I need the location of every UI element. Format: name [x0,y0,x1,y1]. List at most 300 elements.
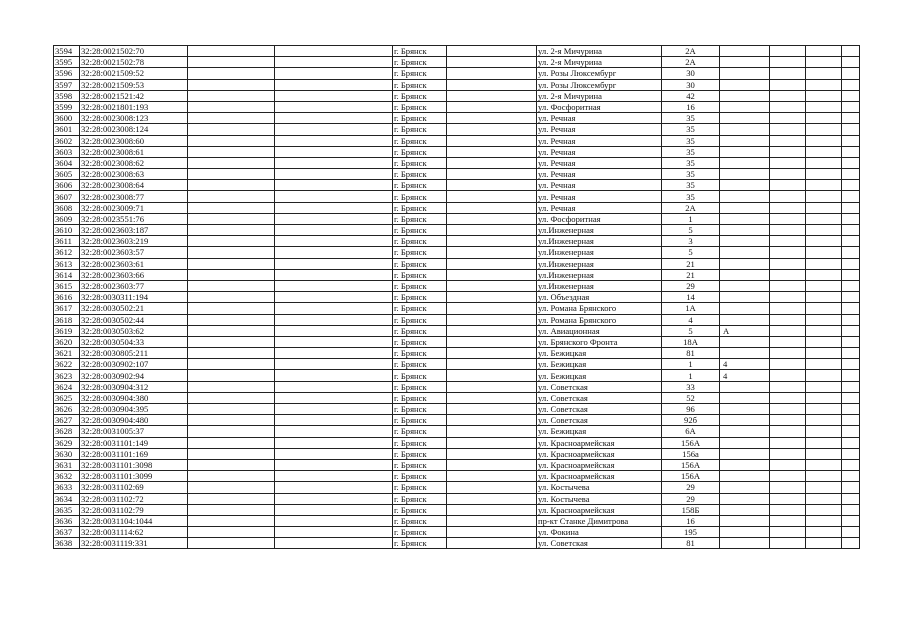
cell-building-letter [720,348,770,359]
cell-blank-col-12 [842,336,860,347]
cell-blank-col-4 [275,493,393,504]
cell-blank-col-10 [770,79,806,90]
cell-cadastral-number: 32:28:0030502:21 [80,303,188,314]
cell-street: ул.Инженерная [537,247,662,258]
cell-blank-col-3 [188,415,275,426]
cell-blank-col-10 [770,426,806,437]
cell-blank-col-6 [447,191,537,202]
cell-blank-col-4 [275,538,393,549]
cell-cadastral-number: 32:28:0030504:33 [80,336,188,347]
cell-blank-col-3 [188,493,275,504]
cell-blank-col-12 [842,225,860,236]
table-row [54,90,860,101]
cell-city: г. Брянск [393,169,447,180]
cell-row-number: 3596 [54,68,80,79]
cell-blank-col-10 [770,527,806,538]
cell-blank-col-3 [188,146,275,157]
table-row [54,247,860,258]
cell-blank-col-10 [770,415,806,426]
cell-blank-col-11 [806,225,842,236]
table-row [54,146,860,157]
cell-city: г. Брянск [393,191,447,202]
cell-row-number: 3625 [54,392,80,403]
cell-blank-col-6 [447,538,537,549]
cell-blank-col-12 [842,303,860,314]
cell-blank-col-10 [770,258,806,269]
cell-cadastral-number: 32:28:0031119:331 [80,538,188,549]
cell-blank-col-6 [447,314,537,325]
table-row [54,370,860,381]
cell-blank-col-10 [770,269,806,280]
cell-row-number: 3634 [54,493,80,504]
cell-blank-col-4 [275,258,393,269]
cell-blank-col-4 [275,146,393,157]
cell-blank-col-11 [806,426,842,437]
cell-building-letter [720,113,770,124]
cell-blank-col-11 [806,247,842,258]
cell-house-number: 29 [662,482,720,493]
cell-blank-col-12 [842,236,860,247]
table-row [54,303,860,314]
cell-row-number: 3630 [54,448,80,459]
cell-blank-col-10 [770,471,806,482]
cell-blank-col-10 [770,124,806,135]
table-row [54,314,860,325]
cell-blank-col-6 [447,225,537,236]
cell-row-number: 3601 [54,124,80,135]
cell-blank-col-11 [806,504,842,515]
cell-blank-col-4 [275,113,393,124]
cell-blank-col-10 [770,101,806,112]
cell-blank-col-4 [275,79,393,90]
cell-blank-col-6 [447,493,537,504]
table-row [54,348,860,359]
cell-row-number: 3633 [54,482,80,493]
cell-cadastral-number: 32:28:0023008:62 [80,157,188,168]
cell-row-number: 3599 [54,101,80,112]
table-row [54,325,860,336]
cell-building-letter [720,202,770,213]
cell-building-letter [720,292,770,303]
cell-blank-col-10 [770,247,806,258]
cell-blank-col-3 [188,426,275,437]
cell-street: ул. Розы Люксембург [537,68,662,79]
cell-house-number: 156А [662,437,720,448]
cell-row-number: 3613 [54,258,80,269]
cell-street: ул. Фосфоритная [537,213,662,224]
cell-blank-col-11 [806,415,842,426]
cell-blank-col-10 [770,538,806,549]
cell-blank-col-4 [275,404,393,415]
cell-blank-col-11 [806,325,842,336]
cell-city: г. Брянск [393,213,447,224]
cell-street: ул. Объездная [537,292,662,303]
cell-blank-col-3 [188,79,275,90]
cell-row-number: 3597 [54,79,80,90]
cell-blank-col-6 [447,236,537,247]
cell-city: г. Брянск [393,404,447,415]
cell-row-number: 3622 [54,359,80,370]
cell-blank-col-6 [447,202,537,213]
cell-blank-col-4 [275,57,393,68]
cell-blank-col-4 [275,157,393,168]
cell-blank-col-3 [188,135,275,146]
cell-row-number: 3626 [54,404,80,415]
cell-cadastral-number: 32:28:0021521:42 [80,90,188,101]
cell-street: ул. Речная [537,146,662,157]
cell-city: г. Брянск [393,57,447,68]
cell-street: ул. Авиационная [537,325,662,336]
cell-blank-col-10 [770,157,806,168]
cell-blank-col-12 [842,359,860,370]
cell-city: г. Брянск [393,135,447,146]
cell-blank-col-10 [770,404,806,415]
cell-blank-col-11 [806,482,842,493]
cell-blank-col-6 [447,280,537,291]
cell-house-number: 1 [662,213,720,224]
cell-blank-col-6 [447,247,537,258]
cell-blank-col-12 [842,269,860,280]
cell-row-number: 3612 [54,247,80,258]
table-row [54,292,860,303]
cell-row-number: 3631 [54,459,80,470]
cadastral-table [53,45,860,549]
cell-city: г. Брянск [393,113,447,124]
cell-house-number: 96 [662,404,720,415]
cell-cadastral-number: 32:28:0021502:78 [80,57,188,68]
cell-blank-col-4 [275,124,393,135]
cell-blank-col-11 [806,303,842,314]
cell-blank-col-10 [770,493,806,504]
table-row [54,135,860,146]
cell-blank-col-12 [842,146,860,157]
cell-blank-col-11 [806,359,842,370]
cell-building-letter: 4 [720,370,770,381]
cell-blank-col-4 [275,415,393,426]
cell-blank-col-12 [842,101,860,112]
cell-cadastral-number: 32:28:0023008:61 [80,146,188,157]
cell-street: ул. Советская [537,415,662,426]
cell-house-number: 156А [662,459,720,470]
cell-blank-col-6 [447,180,537,191]
cell-blank-col-12 [842,213,860,224]
cell-building-letter [720,459,770,470]
cell-building-letter [720,68,770,79]
cell-blank-col-11 [806,202,842,213]
cell-blank-col-12 [842,202,860,213]
cell-building-letter [720,527,770,538]
cell-street: ул. 2-я Мичурина [537,46,662,57]
cell-street: ул.Инженерная [537,258,662,269]
cell-blank-col-10 [770,448,806,459]
cell-house-number: 1 [662,370,720,381]
cell-cadastral-number: 32:28:0023008:60 [80,135,188,146]
cell-blank-col-3 [188,180,275,191]
cell-blank-col-12 [842,381,860,392]
cell-blank-col-6 [447,471,537,482]
cell-blank-col-12 [842,493,860,504]
cell-blank-col-4 [275,482,393,493]
cell-blank-col-4 [275,359,393,370]
cell-house-number: 5 [662,225,720,236]
cell-blank-col-10 [770,437,806,448]
cell-cadastral-number: 32:28:0031102:79 [80,504,188,515]
cell-house-number: 195 [662,527,720,538]
cell-blank-col-4 [275,236,393,247]
cell-row-number: 3594 [54,46,80,57]
cell-building-letter [720,303,770,314]
cell-blank-col-6 [447,157,537,168]
cell-blank-col-12 [842,404,860,415]
cell-city: г. Брянск [393,225,447,236]
cell-row-number: 3595 [54,57,80,68]
cell-street: ул.Инженерная [537,280,662,291]
cell-blank-col-3 [188,314,275,325]
cell-row-number: 3638 [54,538,80,549]
cell-house-number: 156А [662,471,720,482]
table-row [54,459,860,470]
cell-blank-col-11 [806,90,842,101]
cell-cadastral-number: 32:28:0030904:480 [80,415,188,426]
cell-row-number: 3620 [54,336,80,347]
table-row [54,448,860,459]
cell-blank-col-6 [447,459,537,470]
cell-cadastral-number: 32:28:0023603:57 [80,247,188,258]
cell-blank-col-10 [770,336,806,347]
cell-blank-col-11 [806,135,842,146]
cell-building-letter [720,269,770,280]
cell-cadastral-number: 32:28:0031114:62 [80,527,188,538]
table-row [54,381,860,392]
table-row [54,225,860,236]
cell-house-number: 4 [662,314,720,325]
cell-city: г. Брянск [393,157,447,168]
cell-blank-col-11 [806,46,842,57]
cell-blank-col-3 [188,515,275,526]
cell-blank-col-10 [770,370,806,381]
cell-blank-col-12 [842,459,860,470]
cell-blank-col-11 [806,404,842,415]
cell-blank-col-12 [842,348,860,359]
cell-blank-col-4 [275,325,393,336]
table-row [54,527,860,538]
cell-house-number: 29 [662,280,720,291]
cell-blank-col-12 [842,180,860,191]
cell-building-letter [720,515,770,526]
table-row [54,113,860,124]
cell-city: г. Брянск [393,202,447,213]
cell-blank-col-12 [842,157,860,168]
cell-blank-col-10 [770,213,806,224]
cell-house-number: 81 [662,348,720,359]
cell-street: ул. Фокина [537,527,662,538]
cell-street: ул. 2-я Мичурина [537,90,662,101]
cell-blank-col-3 [188,202,275,213]
cell-cadastral-number: 32:28:0023008:64 [80,180,188,191]
cell-building-letter [720,180,770,191]
cell-blank-col-11 [806,280,842,291]
cell-city: г. Брянск [393,303,447,314]
cell-building-letter [720,448,770,459]
cell-blank-col-3 [188,336,275,347]
cell-building-letter [720,538,770,549]
cell-blank-col-4 [275,392,393,403]
cell-blank-col-4 [275,247,393,258]
cell-city: г. Брянск [393,482,447,493]
cell-street: ул. Красноармейская [537,504,662,515]
cell-blank-col-11 [806,527,842,538]
cell-cadastral-number: 32:28:0023603:77 [80,280,188,291]
cell-blank-col-4 [275,504,393,515]
table-row [54,415,860,426]
cell-building-letter: А [720,325,770,336]
cell-house-number: 5 [662,247,720,258]
cell-city: г. Брянск [393,46,447,57]
cell-cadastral-number: 32:28:0023008:124 [80,124,188,135]
cell-building-letter [720,314,770,325]
table-row [54,46,860,57]
cell-blank-col-10 [770,57,806,68]
cell-street: ул. Речная [537,135,662,146]
cell-blank-col-4 [275,135,393,146]
cell-blank-col-3 [188,68,275,79]
cell-city: г. Брянск [393,269,447,280]
cell-house-number: 35 [662,146,720,157]
cell-blank-col-11 [806,157,842,168]
table-row [54,202,860,213]
cell-row-number: 3618 [54,314,80,325]
cell-blank-col-10 [770,169,806,180]
table-row [54,180,860,191]
cell-blank-col-11 [806,68,842,79]
cell-row-number: 3615 [54,280,80,291]
table-row [54,157,860,168]
cell-city: г. Брянск [393,247,447,258]
cell-building-letter [720,57,770,68]
cell-street: ул. Костычева [537,493,662,504]
table-row [54,426,860,437]
cell-row-number: 3627 [54,415,80,426]
cell-cadastral-number: 32:28:0023008:63 [80,169,188,180]
cell-building-letter [720,236,770,247]
cell-blank-col-4 [275,336,393,347]
cell-blank-col-6 [447,57,537,68]
cell-cadastral-number: 32:28:0031101:149 [80,437,188,448]
table-row [54,392,860,403]
cell-blank-col-10 [770,191,806,202]
cell-blank-col-12 [842,437,860,448]
cell-city: г. Брянск [393,437,447,448]
cell-blank-col-6 [447,269,537,280]
cell-house-number: 30 [662,79,720,90]
cell-street: ул. Бежицкая [537,359,662,370]
cell-cadastral-number: 32:28:0030805:211 [80,348,188,359]
cell-building-letter [720,213,770,224]
cell-blank-col-6 [447,68,537,79]
cell-row-number: 3637 [54,527,80,538]
cell-blank-col-3 [188,258,275,269]
cell-blank-col-4 [275,202,393,213]
cell-cadastral-number: 32:28:0023551:76 [80,213,188,224]
cell-blank-col-6 [447,292,537,303]
cell-blank-col-11 [806,515,842,526]
cell-blank-col-3 [188,113,275,124]
cell-house-number: 156а [662,448,720,459]
cell-blank-col-4 [275,437,393,448]
cell-street: ул. Речная [537,157,662,168]
cell-blank-col-3 [188,46,275,57]
cell-cadastral-number: 32:28:0023603:187 [80,225,188,236]
cell-blank-col-11 [806,292,842,303]
cell-blank-col-12 [842,57,860,68]
cell-city: г. Брянск [393,504,447,515]
cell-blank-col-11 [806,169,842,180]
cell-building-letter [720,46,770,57]
cell-street: ул. Романа Брянского [537,303,662,314]
cell-blank-col-10 [770,135,806,146]
cell-house-number: 5 [662,325,720,336]
cell-row-number: 3635 [54,504,80,515]
cell-cadastral-number: 32:28:0030502:44 [80,314,188,325]
cell-row-number: 3606 [54,180,80,191]
cell-city: г. Брянск [393,415,447,426]
cell-house-number: 3 [662,236,720,247]
cell-street: ул. Костычева [537,482,662,493]
cell-house-number: 35 [662,191,720,202]
cell-blank-col-10 [770,113,806,124]
cell-blank-col-6 [447,381,537,392]
cell-cadastral-number: 32:28:0031102:72 [80,493,188,504]
cell-blank-col-11 [806,459,842,470]
cell-row-number: 3608 [54,202,80,213]
table-row [54,538,860,549]
cell-house-number: 21 [662,258,720,269]
cell-street: ул. Бежицкая [537,348,662,359]
cell-blank-col-6 [447,515,537,526]
table-row [54,280,860,291]
table-row [54,471,860,482]
cell-blank-col-6 [447,392,537,403]
cell-blank-col-4 [275,426,393,437]
cell-house-number: 81 [662,538,720,549]
cell-blank-col-3 [188,191,275,202]
cell-blank-col-10 [770,359,806,370]
cell-blank-col-6 [447,336,537,347]
cell-blank-col-3 [188,247,275,258]
cell-blank-col-11 [806,448,842,459]
cell-blank-col-11 [806,493,842,504]
cell-blank-col-12 [842,258,860,269]
cell-row-number: 3605 [54,169,80,180]
cell-building-letter [720,225,770,236]
cell-house-number: 158Б [662,504,720,515]
cell-street: ул. Розы Люксембург [537,79,662,90]
cell-blank-col-3 [188,359,275,370]
cell-cadastral-number: 32:28:0023603:219 [80,236,188,247]
cell-blank-col-4 [275,459,393,470]
cell-blank-col-10 [770,90,806,101]
cell-blank-col-4 [275,370,393,381]
cell-blank-col-4 [275,68,393,79]
cell-blank-col-12 [842,538,860,549]
cell-blank-col-6 [447,101,537,112]
cell-house-number: 35 [662,169,720,180]
cell-building-letter [720,135,770,146]
cell-house-number: 30 [662,68,720,79]
cell-blank-col-10 [770,236,806,247]
cell-cadastral-number: 32:28:0023008:77 [80,191,188,202]
cell-blank-col-3 [188,482,275,493]
